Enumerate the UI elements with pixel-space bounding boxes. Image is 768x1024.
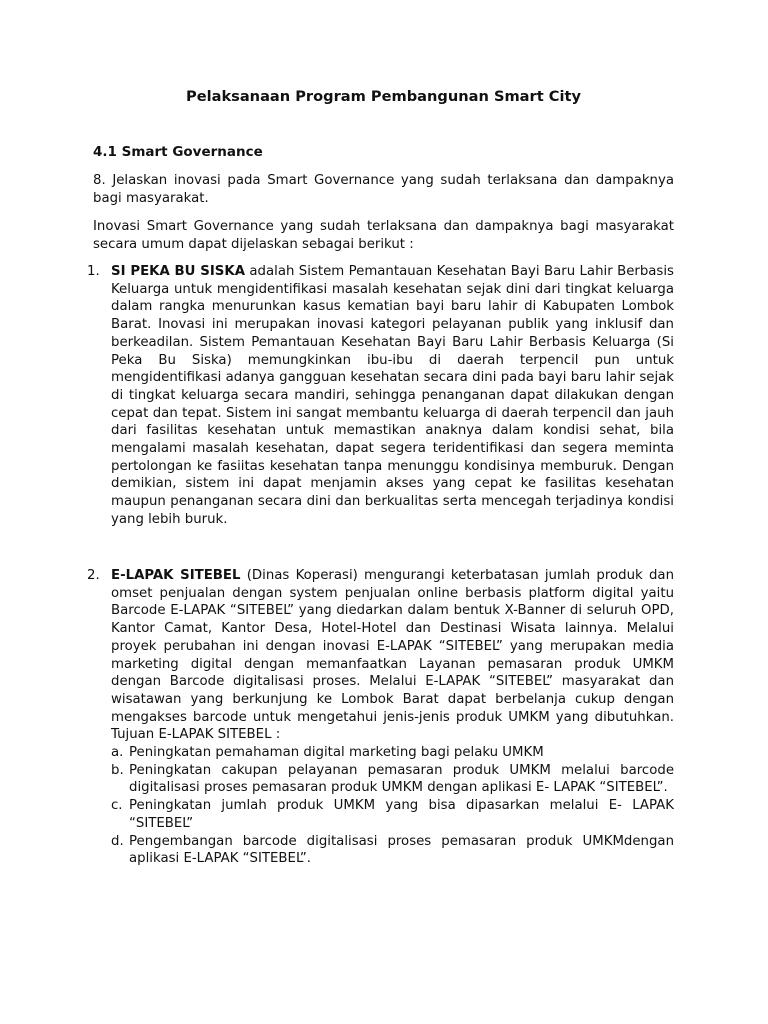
sub-list-label: d.	[111, 833, 124, 849]
innovation-description: adalah Sistem Pemantauan Kesehatan Bayi Baru Lahir Berbasis Keluarga untuk mengidentifikasi masalah kesehatan sejak dini dari tingkat keluarga dalam rangka menurunkan kasus kematian bayi baru lahir di Kabupaten Lombok Barat. Inovasi ini merupakan inovasi kategori pelayanan publik yang inklusif dan berkeadilan. Sistem Pemantauan Kesehatan Bayi Baru Lahir Berbasis Keluarga (Si Peka Bu Siska) memungkinkan ibu-ibu di daerah terpencil pun untuk mengidentifikasi adanya gangguan kesehatan secara dini pada bayi baru lahir sejak di tingkat keluarga secara mandiri, sehingga penanganan dapat dilakukan dengan cepat dan tepat. Sistem ini sangat membantu keluarga di daerah terpencil dan jauh dari fasilitas kesehatan untuk memastikan anaknya dalam kondisi sehat, bila mengalami masalah kesehatan, dapat segera teridentifikasi dan segera meminta pertolongan ke fasiitas kesehatan tanpa menunggu kondisinya memburuk. Dengan demikian, sistem ini dapat menjamin akses yang cepat ke fasilitas kesehatan maupun penanganan secara dini dan berkualitas serta mencegah terjadinya kondisi yang lebih buruk.	[111, 264, 674, 527]
sub-list-item	[111, 762, 674, 797]
list-item-body	[111, 263, 674, 529]
list-item-number: 2.	[87, 568, 100, 583]
list-item-si-peka-bu-siska	[87, 263, 674, 529]
sub-list-text: Peningkatan cakupan pelayanan pemasaran produk UMKM melalui barcode digitalisasi proses pemasaran produk UMKM dengan aplikasi E- LAPAK “SITEBEL”.	[129, 762, 674, 796]
innovation-name: E-LAPAK SITEBEL	[111, 568, 241, 583]
innovation-name: SI PEKA BU SISKA	[111, 264, 245, 279]
section-heading: 4.1 Smart Governance	[93, 144, 263, 160]
sub-list-label: b.	[111, 762, 124, 778]
sub-list-text: Peningkatan jumlah produk UMKM yang bisa dipasarkan melalui E- LAPAK “SITEBEL”	[129, 798, 674, 831]
sub-list-item	[111, 833, 674, 868]
sub-list-text: Peningkatan pemahaman digital marketing bagi pelaku UMKM	[129, 745, 544, 761]
list-item-e-lapak-sitebel	[87, 567, 674, 868]
innovation-description: (Dinas Koperasi) mengurangi keterbatasan jumlah produk dan omset penjualan dengan system penjualan online berbasis platform digital yaitu Barcode E-LAPAK “SITEBEL” yang diedarkan dalam bentuk X-Banner di seluruh OPD, Kantor Camat, Kantor Desa, Hotel-Hotel dan Destinasi Wisata lainnya. Melalui proyek perubahan ini dengan inovasi E-LAPAK “SITEBEL” yang merupakan media marketing digital dengan memanfaatkan Layanan pemasaran produk UMKM dengan Barcode digitalisasi proses. Melalui E-LAPAK “SITEBEL” masyarakat dan wisatawan yang berkunjung ke Lombok Barat dapat berbelanja cukup dengan mengakses barcode untuk mengetahui jenis-jenis produk UMKM yang dibutuhkan. Tujuan E-LAPAK SITEBEL :	[111, 568, 674, 743]
sub-list-label: c.	[111, 798, 123, 814]
page-title: Pelaksanaan Program Pembangunan Smart City	[186, 88, 581, 105]
intro-paragraph: Inovasi Smart Governance yang sudah terlaksana dan dampaknya bagi masyarakat secara umum dapat dijelaskan sebagai berikut :	[93, 219, 674, 252]
list-item-body	[111, 567, 674, 868]
list-item-number: 1.	[87, 264, 100, 279]
sub-list-item	[111, 744, 674, 762]
list-item-paragraph	[111, 567, 674, 744]
sub-list-label: a.	[111, 745, 124, 761]
sub-list-text: Pengembangan barcode digitalisasi proses pemasaran produk UMKMdengan aplikasi E-LAPAK “SITEBEL”.	[129, 833, 674, 867]
question-paragraph: 8. Jelaskan inovasi pada Smart Governance yang sudah terlaksana dan dampaknya bagi masyarakat.	[93, 173, 674, 206]
sub-list-item	[111, 797, 674, 832]
